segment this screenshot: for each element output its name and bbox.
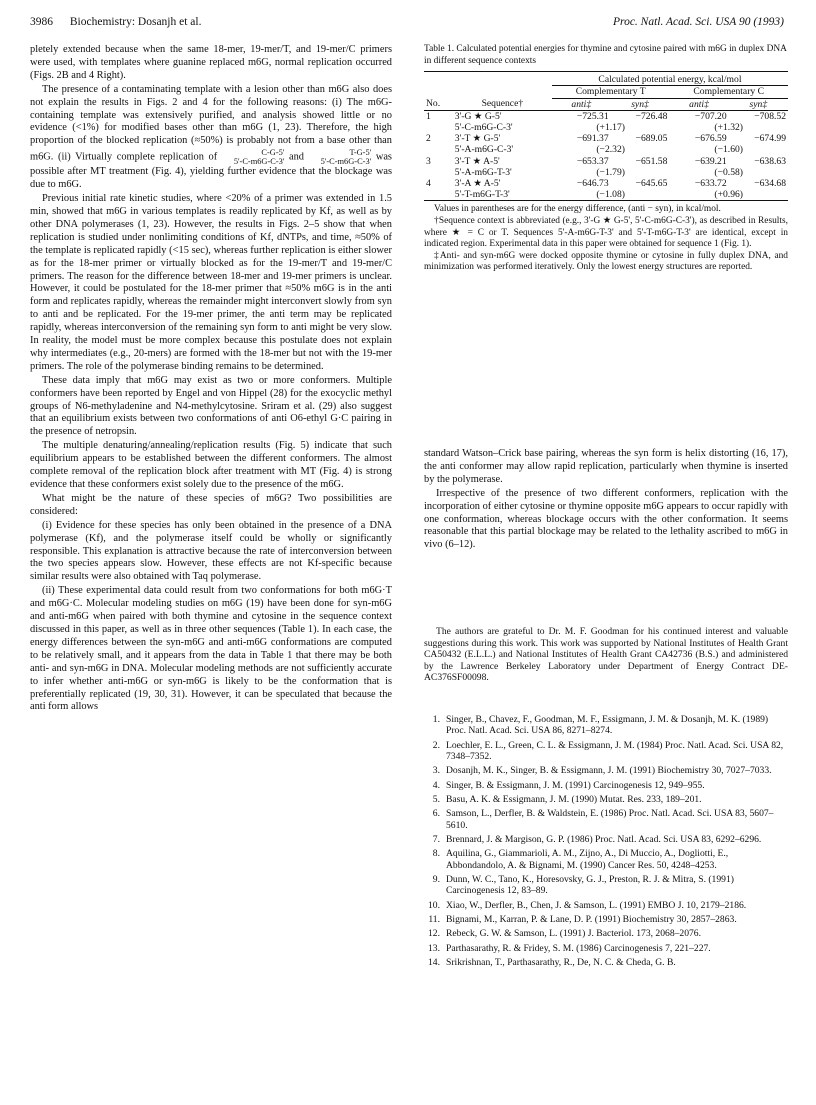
reference-text: Singer, B., Chavez, F., Goodman, M. F., Essigmann, J. M. & Dosanjh, M. K. (1989) Proc. Natl. Acad. Sci. USA 86, 8271–8274. xyxy=(446,714,769,737)
journal-citation: Proc. Natl. Acad. Sci. USA 90 (1993) xyxy=(613,16,784,28)
sequence-top: T-G-5' xyxy=(349,148,372,158)
table-row xyxy=(424,144,788,155)
sequence-stack xyxy=(222,148,284,166)
t-difference: (−1.79) xyxy=(596,166,625,178)
c-difference: (+0.96) xyxy=(714,189,743,201)
reference-item xyxy=(424,740,788,762)
row-number: 4 xyxy=(426,178,431,190)
t-difference: (−1.08) xyxy=(596,189,625,201)
sequence-line: 5'-A-m6G-T-3' xyxy=(454,166,512,178)
paragraph: Irrespective of the presence of two different conformers, replication with the incorporation of either cytosine or thymine opposite m6G appears to occur rapidly with one conformation, whereas blockage occurs with the other conformation. It seems reasonable that this partial blockage may be related to the lethality ascribed to m6G in vivo (6–12). xyxy=(424,487,788,551)
reference-text: Bignami, M., Karran, P. & Lane, D. P. (1991) Biochemistry 30, 2857–2863. xyxy=(446,913,737,925)
table-header-anti: anti‡ xyxy=(571,98,592,110)
paragraph: (ii) These experimental data could result from two conformations for both m6G·T and m6G·C. Molecular modeling studies on m6G (19) have been done for syn-m6G and anti-m6G when paired with both thymine and cytosine in the sequence context discussed in this paper, as well as in three other sequences (Table 1). In each case, the energy differences between the syn-m6G and anti-m6G conformations are computed to be relatively small, and it appears from the data in Table 1 that there may be both anti- and syn-m6G in DNA. Molecular modeling methods are not sufficiently accurate to infer whether anti-m6G or syn-m6G is likely to be the conformation that is preferentially replicated (19, 30, 31). However, it can be speculated that because the anti form allows xyxy=(30,585,392,713)
table-subheader-t: Complementary T xyxy=(552,86,669,98)
reference-number: 2. xyxy=(432,739,440,751)
t-anti-value: −725.31 xyxy=(576,110,609,122)
sequence-line: 3'-G ★ G-5' xyxy=(454,110,502,122)
reference-text: Loechler, E. L., Green, C. L. & Essigmann, J. M. (1984) Proc. Natl. Acad. Sci. USA 82, 7348–7352. xyxy=(446,739,784,762)
table-header-syn: syn‡ xyxy=(631,98,649,110)
t-syn-value: −726.48 xyxy=(635,110,668,122)
t-syn-value: −651.58 xyxy=(635,155,668,167)
sequence-top: C-G-5' xyxy=(261,148,285,158)
reference-number: 14. xyxy=(428,957,440,969)
reference-number: 6. xyxy=(432,808,440,820)
reference-text: Srikrishnan, T., Parthasarathy, R., De, N. C. & Cheda, G. B. xyxy=(446,957,676,969)
table-subheader-c: Complementary C xyxy=(669,86,788,98)
paragraph-text: The presence of a contaminating template with a lesion other than m6G also does not explain the results in Figs. 2 and 4 for the following reasons: (i) The m6G-containing template was extensively purified, and analysis showed little or no evidence (<1%) for modified bases other than m6G (1, 23). Therefore, the high proportion of the blocked replication (≈50%) is probably not from a base other than m6G. (ii) Virtually complete replication of xyxy=(30,83,392,163)
table-group-header: Calculated potential energy, kcal/mol xyxy=(552,72,788,86)
t-anti-value: −646.73 xyxy=(576,178,609,190)
c-anti-value: −707.20 xyxy=(694,110,727,122)
table-header-anti: anti‡ xyxy=(689,98,709,110)
sequence-line: 3'-T ★ G-5' xyxy=(454,133,501,145)
table-footnote: †Sequence context is abbreviated (e.g., 3'-G ★ G-5', 5'-C-m6G-C-3'), as described in Results, where ★ = C or T. Sequences 5'-A-m6G-T-3' and 5'-T-m6G-T-3' are identical, except in indicated region. Experimental data in this paper were obtained for sequence 1 (Fig. 1). xyxy=(424,216,788,250)
sequence-bottom: 5'-C-m6G-C-3' xyxy=(233,157,285,167)
reference-item xyxy=(424,808,788,830)
paragraph: pletely extended because when the same 18-mer, 19-mer/T, and 19-mer/C primers were used, with templates where guanine replaced m6G, normal replication occurred (Figs. 2B and 4 Right). xyxy=(30,44,392,81)
paragraph: These data imply that m6G may exist as two or more conformers. Multiple conformers have been reported by Engel and von Hippel (28) for the exocyclic methyl groups of N6-methyladenine and N4-methylcytosine. Sriram et al. (29) also suggest that an equilibrium exists between two conformations of anti O6-ethyl G·C pairing in the presence of netropsin. xyxy=(30,374,392,438)
t-syn-value: −689.05 xyxy=(635,133,668,145)
left-column xyxy=(30,44,392,714)
table-row xyxy=(424,189,788,201)
t-difference: (−2.32) xyxy=(596,144,625,156)
table-header-no: No. xyxy=(426,98,441,110)
reference-number: 1. xyxy=(432,714,440,725)
paragraph-text: was possible after MT treatment (Fig. 4), yielding further evidence that the blockage was due to m6G. xyxy=(30,151,392,191)
reference-text: Dunn, W. C., Tano, K., Horesovsky, G. J., Preston, R. J. & Mitra, S. (1991) Carcinogenesis 12, 83–89. xyxy=(446,873,734,897)
sequence-line: 5'-C-m6G-C-3' xyxy=(454,122,513,133)
reference-number: 10. xyxy=(428,899,440,911)
reference-text: Basu, A. K. & Essigmann, J. M. (1990) Mutat. Res. 233, 189–201. xyxy=(446,793,702,805)
row-number: 2 xyxy=(426,133,431,145)
paragraph: Previous initial rate kinetic studies, where <20% of a primer was extended in 1.5 min, showed that m6G in various templates is readily replicated by Kf, as well as by other DNA polymerases (1, 23). However, the results in Figs. 2–5 show that when replication is studied under nonlimiting conditions of Kf, dNTPs, and time, ≈50% of the template is replicated rapidly (<15 sec), whereas further replication is either slower as for the 18-mer primer or virtually blocked as for the 19-mer/T and 19-mer/C primers. The reason for the difference between 18-mer and 19-mer primers is unclear. However, it could be postulated for the 18-mer primer that ≈50% m6G is in the anti form and replicates rapidly, whereas the remainder might interconvert slowly from syn to anti and be replicated. For the 19-mer primer, the anti term may be replicated rapidly, whereas interconversion of the remaining syn form to anti might be very slow. In reality, the model must be more complex because this postulate does not explain why intermediates (e.g., 20-mers) are formed with the 18-mer but not with the 19-mer primers. The role of the polymerase binding remains to be determined. xyxy=(30,193,392,372)
c-difference: (−0.58) xyxy=(714,166,743,178)
acknowledgments xyxy=(424,626,788,684)
table-row xyxy=(424,156,788,167)
reference-item xyxy=(424,957,788,968)
sequence-line: 5'-A-m6G-C-3' xyxy=(454,144,514,156)
references xyxy=(424,714,788,971)
table-1-block xyxy=(424,44,788,274)
reference-text: Parthasarathy, R. & Fridey, S. M. (1986) Carcinogenesis 7, 221–227. xyxy=(446,942,711,954)
reference-text: Rebeck, G. W. & Samson, L. (1991) J. Bacteriol. 173, 2068–2076. xyxy=(446,928,702,940)
table-row xyxy=(424,133,788,144)
c-anti-value: −639.21 xyxy=(694,155,727,167)
c-syn-value: −674.99 xyxy=(754,133,786,145)
reference-text: Aquilina, G., Giammarioli, A. M., Zijno, A., Di Muccio, A., Dogliotti, E., Abbondandolo, A. & Bignami, M. (1990) Cancer Res. 50, 4248–4253. xyxy=(446,848,729,871)
c-syn-value: −708.52 xyxy=(754,110,786,122)
sequence-line: 3'-T ★ A-5' xyxy=(454,155,500,167)
c-anti-value: −633.72 xyxy=(694,178,727,190)
table-row xyxy=(424,167,788,178)
reference-text: Singer, B. & Essigmann, J. M. (1991) Carcinogenesis 12, 949–955. xyxy=(446,779,705,791)
reference-text: Brennard, J. & Margison, G. P. (1986) Proc. Natl. Acad. Sci. USA 83, 6292–6296. xyxy=(446,833,762,845)
reference-number: 11. xyxy=(428,913,440,925)
t-anti-value: −691.37 xyxy=(576,133,609,145)
reference-number: 7. xyxy=(432,833,440,845)
c-difference: (−1.60) xyxy=(714,144,743,156)
reference-number: 8. xyxy=(432,848,440,860)
table-footnote: ‡Anti- and syn-m6G were docked opposite thymine or cytosine in fully duplex DNA, and minimization was performed iteratively. Only the lowest energy structures are reported. xyxy=(424,250,788,273)
table-row xyxy=(424,178,788,189)
reference-number: 12. xyxy=(428,928,440,940)
table-caption: Table 1. Calculated potential energies for thymine and cytosine paired with m6G in duplex DNA in different sequence contexts xyxy=(424,44,787,66)
reference-text: Dosanjh, M. K., Singer, B. & Essigmann, J. M. (1991) Biochemistry 30, 7027–7033. xyxy=(446,765,772,777)
reference-text: Samson, L., Derfler, B. & Waldstein, E. (1986) Proc. Natl. Acad. Sci. USA 83, 5607–5610. xyxy=(446,808,774,831)
conjunction: and xyxy=(289,151,305,163)
reference-number: 9. xyxy=(432,873,440,885)
table-row xyxy=(424,110,788,122)
table-footnote: Values in parentheses are for the energy difference, (anti − syn), in kcal/mol. xyxy=(434,204,721,215)
table-header-syn: syn‡ xyxy=(749,98,768,110)
reference-item xyxy=(424,874,788,896)
reference-item xyxy=(424,928,788,939)
reference-item xyxy=(424,943,788,954)
table-header-sequence: Sequence† xyxy=(481,98,524,110)
c-anti-value: −676.59 xyxy=(694,133,727,145)
reference-item xyxy=(424,900,788,911)
reference-item xyxy=(424,834,788,845)
reference-item xyxy=(424,848,788,870)
sequence-line: 5'-T-m6G-T-3' xyxy=(454,189,510,201)
sequence-stack xyxy=(309,148,371,166)
acknowledgments-text: The authors are grateful to Dr. M. F. Goodman for his continued interest and valuable suggestions during this work. This work was supported by National Institutes of Health Grant CA50432 (E.L.L.) and National Institutes of Health Grant CA42736 (B.S.) and administered by the Lawrence Berkeley Laboratory under Department of Energy Contract DE-AC376SF00098. xyxy=(424,626,788,684)
page-number: 3986 xyxy=(30,16,53,28)
sequence-bottom: 5'-C-m6G-C-3' xyxy=(320,157,372,167)
table-row xyxy=(424,122,788,133)
c-difference: (+1.32) xyxy=(714,122,743,133)
reference-number: 5. xyxy=(432,793,440,805)
row-number: 3 xyxy=(426,155,431,167)
reference-item xyxy=(424,765,788,776)
reference-number: 4. xyxy=(432,779,440,791)
t-anti-value: −653.37 xyxy=(576,155,609,167)
paragraph xyxy=(30,84,392,192)
c-syn-value: −634.68 xyxy=(754,178,786,190)
energy-table xyxy=(424,72,788,201)
paragraph: (i) Evidence for these species has only been obtained in the presence of a DNA polymerase (Kf), and the polymerase itself could be wholly or significantly responsible. This explanation is attractive because the rate of interconversion between the two species appears slow. However, these effects are not Kf-specific because similar results were also obtained with Taq polymerase. xyxy=(30,519,392,583)
paragraph: What might be the nature of these species of m6G? Two possibilities are considered: xyxy=(30,492,392,517)
reference-item xyxy=(424,714,788,736)
reference-text: Xiao, W., Derfler, B., Chen, J. & Samson, L. (1991) EMBO J. 10, 2179–2186. xyxy=(446,899,747,911)
running-title: Biochemistry: Dosanjh et al. xyxy=(69,16,202,28)
paragraph: The multiple denaturing/annealing/replication results (Fig. 5) indicate that such equilibrium appears to be established between the different conformers. The almost complete removal of the replication block after treatment with MT (Fig. 4) is strong evidence that these conformers exist solely due to the presence of the m6G. xyxy=(30,440,392,490)
row-number: 1 xyxy=(426,110,431,122)
reference-item xyxy=(424,914,788,925)
reference-number: 3. xyxy=(432,765,440,777)
reference-item xyxy=(424,794,788,805)
c-syn-value: −638.63 xyxy=(754,155,786,167)
right-column-text xyxy=(424,448,788,552)
paragraph: standard Watson–Crick base pairing, whereas the syn form is helix distorting (16, 17), the anti conformer may allow rapid replication, particularly when thymine is inserted by the polymerase. xyxy=(424,448,788,485)
page-header-left xyxy=(30,16,201,28)
t-difference: (+1.17) xyxy=(596,122,625,133)
t-syn-value: −645.65 xyxy=(635,178,668,190)
reference-item xyxy=(424,780,788,791)
sequence-line: 3'-A ★ A-5' xyxy=(454,178,501,190)
reference-number: 13. xyxy=(428,942,440,954)
reference-list xyxy=(424,714,788,968)
